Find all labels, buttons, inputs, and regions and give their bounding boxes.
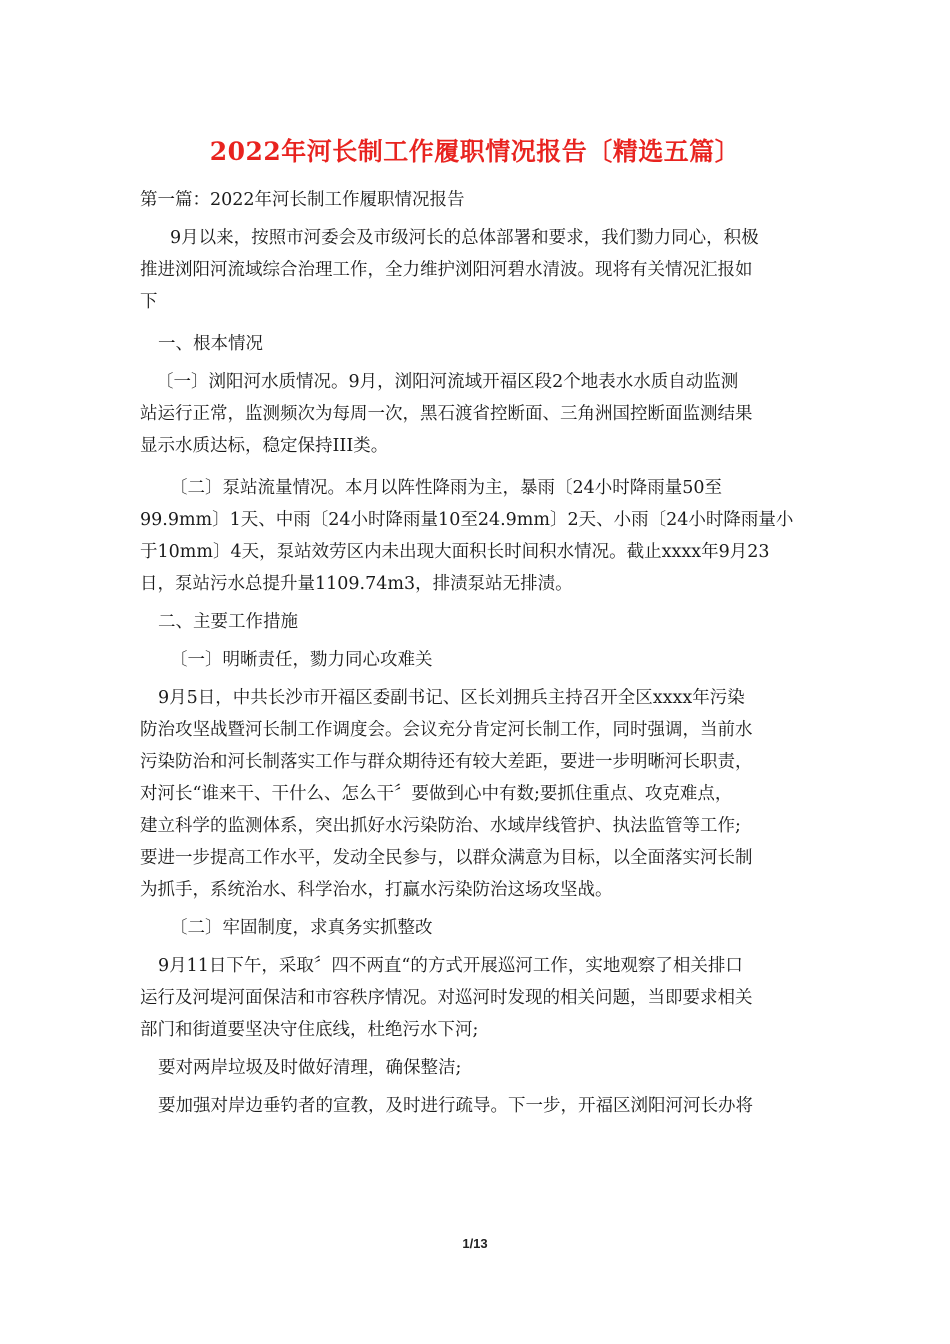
paragraph-line: 建立科学的监测体系，突出抓好水污染防治、水域岸线管护、执法监管等工作;	[140, 816, 741, 836]
paragraph-line: 要对两岸垃圾及时做好清理，确保整洁;	[158, 1058, 462, 1078]
paragraph-line: 防治攻坚战暨河长制工作调度会。会议充分肯定河长制工作，同时强调，当前水	[140, 720, 753, 740]
paragraph-line: 推进浏阳河流域综合治理工作，全力维护浏阳河碧水清波。现将有关情况汇报如	[140, 260, 753, 280]
paragraph-line: 显示水质达标，稳定保持III类。	[140, 436, 389, 456]
subheading: 一、根本情况	[158, 334, 263, 354]
paragraph-line: 要加强对岸边垂钓者的宣教，及时进行疏导。下一步，开福区浏阳河河长办将	[158, 1096, 753, 1116]
paragraph-line: 9月以来，按照市河委会及市级河长的总体部署和要求，我们勠力同心，积极	[170, 228, 759, 248]
paragraph-line: 站运行正常，监测频次为每周一次，黑石渡省控断面、三角洲国控断面监测结果	[140, 404, 753, 424]
paragraph-line: 污染防治和河长制落实工作与群众期待还有较大差距，要进一步明晰河长职责，	[140, 752, 753, 772]
paragraph-line: 日，泵站污水总提升量1109.74m3，排渍泵站无排渍。	[140, 574, 573, 594]
section-heading: 第一篇：2022年河长制工作履职情况报告	[140, 190, 465, 210]
paragraph-line: 〔二〕泵站流量情况。本月以阵性降雨为主，暴雨〔24小时降雨量50至	[170, 478, 723, 498]
document-title: 2022年河长制工作履职情况报告〔精选五篇〕	[209, 137, 741, 166]
paragraph-line: 9月11日下午，采取〞四不两直“的方式开展巡河工作，实地观察了相关排口	[158, 956, 743, 976]
paragraph-line: 于10mm〕4天，泵站效劳区内未出现大面积长时间积水情况。截止xxxx年9月23	[140, 542, 770, 562]
paragraph-line: 运行及河堤河面保洁和市容秩序情况。对巡河时发现的相关问题，当即要求相关	[140, 988, 753, 1008]
page-number: 1/13	[462, 1236, 488, 1251]
paragraph-line: 要进一步提高工作水平，发动全民参与，以群众满意为目标，以全面落实河长制	[140, 848, 753, 868]
document-body	[140, 184, 820, 1122]
paragraph-line: 9月5日，中共长沙市开福区委副书记、区长刘拥兵主持召开全区xxxx年污染	[158, 688, 745, 708]
paragraph-line: 〔一〕浏阳河水质情况。9月，浏阳河流域开福区段2个地表水水质自动监测	[156, 372, 739, 392]
subheading: 二、主要工作措施	[158, 612, 298, 632]
paragraph-line: 99.9mm〕1天、中雨〔24小时降雨量10至24.9mm〕2天、小雨〔24小时降雨量小	[140, 510, 794, 530]
paragraph-line: 部门和街道要坚决守住底线，杜绝污水下河;	[140, 1020, 479, 1040]
paragraph-line: 下	[140, 292, 158, 312]
subheading: 〔二〕牢固制度，求真务实抓整改	[170, 918, 433, 938]
subheading: 〔一〕明晰责任，勠力同心攻难关	[170, 650, 433, 670]
paragraph-line: 为抓手，系统治水、科学治水，打赢水污染防治这场攻坚战。	[140, 880, 613, 900]
paragraph-line: 对河长“谁来干、干什么、怎么干〞要做到心中有数;要抓住重点、攻克难点，	[140, 784, 733, 804]
